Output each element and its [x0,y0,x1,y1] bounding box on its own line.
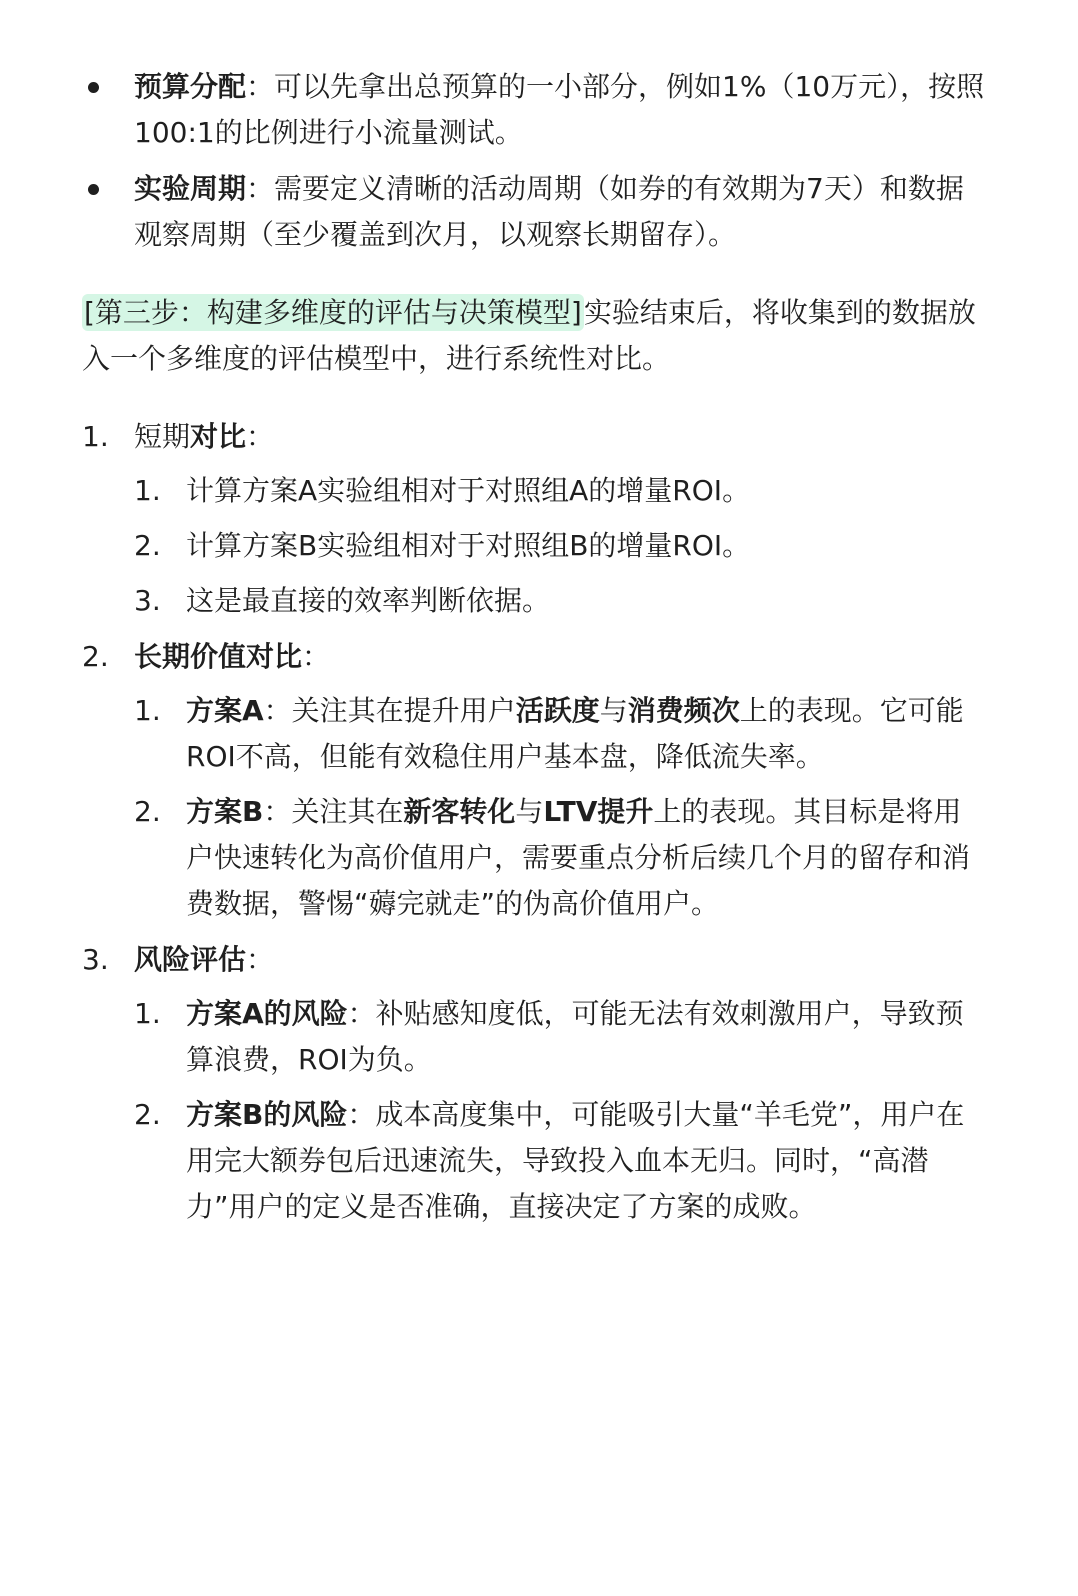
sub-item [134,789,987,927]
bullet-text: ：需要定义清晰的活动周期（如券的有效期为7天）和数据观察周期（至少覆盖到次月，以观察长期留存）。 [134,172,964,251]
step3-paragraph [82,290,987,382]
sub-bold: 新客转化 [403,795,516,828]
list-label-suffix: ： [302,640,331,673]
bullet-experiment-period [82,166,987,258]
sub-text: 与 [515,795,544,828]
sub-text: ：关注其在 [263,795,404,828]
list-number: 2. [82,640,109,673]
list-item-risk-assessment [82,937,987,1230]
sub-number: 1. [134,997,161,1030]
sub-text: ：成本高度集中，可能吸引大量“羊毛党”，用户在用完大额券包后迅速流失，导致投入血本无归。同时，“高潜力”用户的定义是否准确，直接决定了方案的成败。 [186,1098,965,1223]
sub-bold: 方案B的风险 [186,1098,348,1131]
step3-highlight: [第三步：构建多维度的评估与决策模型] [84,296,582,329]
sub-text: 计算方案A实验组相对于对照组A的增量ROI。 [186,474,751,507]
list-label-plain: 短期 [134,420,191,453]
sub-bold: 活跃度 [515,694,600,727]
sub-bold: LTV提升 [543,795,654,828]
document-body [82,64,987,1240]
sub-list [134,468,987,624]
sub-text: 与 [599,694,628,727]
bullet-list [82,64,987,258]
list-item-long-term-value [82,634,987,927]
bullet-label: 预算分配 [134,70,247,103]
sub-bold: 方案A的风险 [186,997,348,1030]
sub-number: 1. [134,694,161,727]
sub-item [134,1092,987,1230]
sub-item [134,688,987,780]
list-label-bold: 对比 [190,420,247,453]
sub-item [134,523,987,569]
bullet-text: ：可以先拿出总预算的一小部分，例如1%（10万元），按照100:1的比例进行小流量测试。 [134,70,985,149]
sub-text: 计算方案B实验组相对于对照组B的增量ROI。 [186,529,751,562]
evaluation-list [82,414,987,1230]
sub-item [134,468,987,514]
sub-text: 上的表现。它可能ROI不高，但能有效稳住用户基本盘，降低流失率。 [186,694,964,773]
list-label-suffix: ： [246,420,275,453]
list-number: 1. [82,420,109,453]
sub-list [134,688,987,927]
sub-text: ：关注其在提升用户 [263,694,516,727]
sub-number: 2. [134,529,161,562]
sub-number: 2. [134,795,161,828]
sub-number: 2. [134,1098,161,1131]
sub-bold: 方案A [186,694,264,727]
bullet-budget-allocation [82,64,987,156]
list-label-bold: 长期价值对比 [134,640,303,673]
sub-item [134,578,987,624]
sub-number: 3. [134,584,161,617]
list-label-bold: 风险评估 [134,943,247,976]
sub-item [134,991,987,1083]
sub-text: 这是最直接的效率判断依据。 [186,584,551,617]
sub-text: 上的表现。其目标是将用户快速转化为高价值用户，需要重点分析后续几个月的留存和消费数据，警惕“薅完就走”的伪高价值用户。 [186,795,971,920]
sub-bold: 方案B [186,795,264,828]
list-item-short-term [82,414,987,624]
sub-text: ：补贴感知度低，可能无法有效刺激用户，导致预算浪费，ROI为负。 [186,997,964,1076]
list-label-suffix: ： [246,943,275,976]
sub-list [134,991,987,1230]
list-number: 3. [82,943,109,976]
sub-bold: 消费频次 [627,694,740,727]
bullet-label: 实验周期 [134,172,247,205]
step3-text: 实验结束后，将收集到的数据放入一个多维度的评估模型中，进行系统性对比。 [82,296,976,375]
sub-number: 1. [134,474,161,507]
